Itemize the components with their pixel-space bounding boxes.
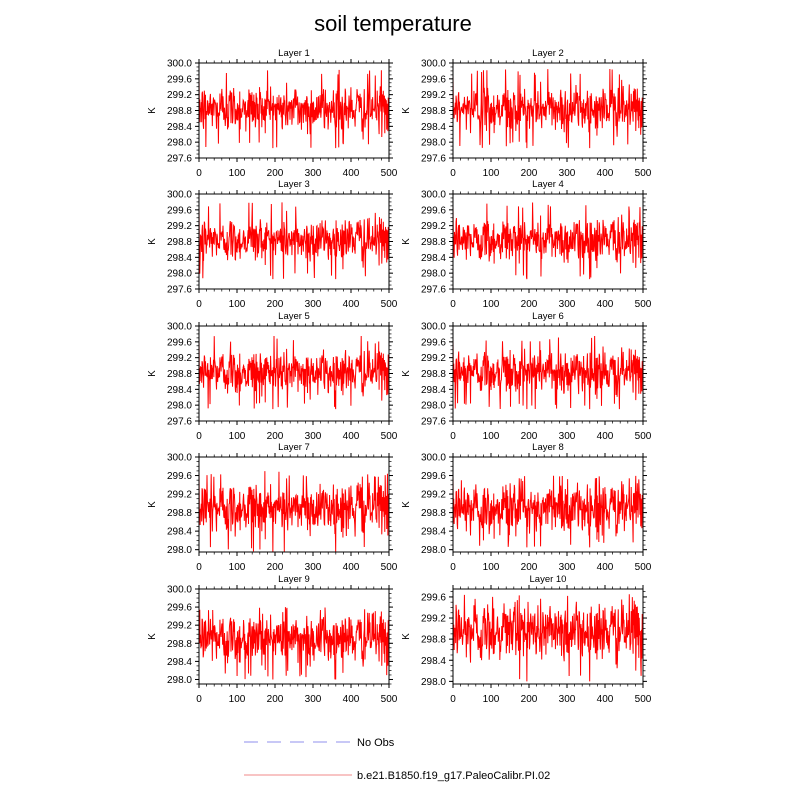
x-tick-label: 300: [304, 431, 322, 442]
series-line-layer-9: [199, 607, 389, 679]
y-tick-label: 298.0: [166, 268, 192, 280]
y-tick-label: 298.0: [166, 545, 192, 557]
y-tick-label: 297.6: [166, 153, 192, 165]
legend-label-2: b.e21.B1850.f19_g17.PaleoCalibr.PI.02: [357, 770, 551, 782]
y-tick-label: 298.0: [420, 268, 446, 280]
y-tick-label: 298.4: [420, 655, 446, 667]
x-tick-label: 200: [520, 431, 538, 442]
y-tick-label: 298.4: [420, 252, 446, 264]
y-tick-label: 299.6: [420, 74, 446, 86]
y-tick-label: 298.4: [166, 526, 192, 538]
y-tick-label: 299.2: [166, 620, 192, 632]
panel-layer-3: [147, 179, 398, 310]
y-tick-label: 299.6: [166, 471, 192, 483]
y-tick-label: 298.8: [166, 106, 192, 117]
y-tick-label: 297.6: [166, 284, 192, 296]
x-tick-label: 100: [228, 299, 246, 310]
y-tick-label: 297.6: [166, 416, 192, 428]
x-tick-label: 0: [450, 431, 456, 442]
y-tick-label: 298.4: [166, 252, 192, 264]
panel-title: Layer 7: [278, 442, 310, 453]
x-tick-label: 200: [520, 562, 538, 573]
panel-title: Layer 3: [278, 179, 310, 190]
y-tick-label: 298.8: [166, 638, 192, 650]
x-tick-label: 200: [266, 168, 284, 179]
panel-layer-6: [401, 311, 652, 442]
x-tick-label: 500: [380, 168, 398, 179]
panel-title: Layer 2: [532, 48, 564, 59]
x-tick-label: 400: [342, 431, 360, 442]
y-tick-label: 298.0: [166, 674, 192, 686]
y-tick-label: 297.6: [420, 416, 446, 428]
figure-title: soil temperature: [314, 11, 472, 36]
y-tick-label: 299.2: [420, 613, 446, 625]
y-tick-label: 298.8: [166, 369, 192, 380]
x-tick-label: 200: [520, 299, 538, 310]
panel-title: Layer 4: [532, 179, 564, 190]
x-tick-label: 0: [450, 168, 456, 179]
x-tick-label: 500: [380, 562, 398, 573]
panel-layer-1: [147, 48, 398, 179]
series-line-layer-1: [199, 70, 389, 148]
x-tick-label: 200: [266, 299, 284, 310]
panel-title: Layer 5: [278, 311, 310, 322]
panel-layer-4: [401, 179, 652, 310]
y-tick-label: 298.8: [420, 634, 446, 646]
x-tick-label: 200: [520, 694, 538, 705]
y-tick-label: 298.8: [420, 106, 446, 117]
y-tick-label: 298.8: [420, 369, 446, 380]
panel-layer-5: [147, 311, 398, 442]
y-tick-label: 299.2: [420, 489, 446, 501]
y-axis-label: K: [147, 370, 158, 377]
panel-layer-2: [401, 48, 652, 179]
x-tick-label: 500: [634, 562, 652, 573]
x-tick-label: 300: [558, 694, 576, 705]
y-tick-label: 299.6: [420, 337, 446, 349]
panel-title: Layer 6: [532, 311, 564, 322]
y-tick-label: 298.0: [420, 400, 446, 412]
legend: [244, 737, 550, 782]
x-tick-label: 400: [342, 562, 360, 573]
x-tick-label: 400: [342, 299, 360, 310]
x-tick-label: 100: [228, 694, 246, 705]
x-tick-label: 0: [196, 562, 202, 573]
x-tick-label: 500: [634, 168, 652, 179]
y-axis-label: K: [147, 633, 158, 640]
y-tick-label: 298.8: [420, 508, 446, 520]
y-tick-label: 300.0: [420, 58, 446, 70]
x-tick-label: 100: [482, 431, 500, 442]
x-tick-label: 400: [596, 562, 614, 573]
x-tick-label: 300: [304, 562, 322, 573]
panel-title: Layer 10: [529, 574, 567, 585]
x-tick-label: 0: [196, 299, 202, 310]
x-tick-label: 500: [634, 299, 652, 310]
x-tick-label: 400: [342, 168, 360, 179]
y-axis-label: K: [147, 501, 158, 508]
x-tick-label: 0: [450, 562, 456, 573]
panel-layer-9: [147, 574, 398, 705]
x-tick-label: 100: [482, 168, 500, 179]
panel-title: Layer 9: [278, 574, 310, 585]
series-line-layer-10: [453, 594, 643, 681]
y-tick-label: 299.6: [420, 471, 446, 483]
y-tick-label: 299.2: [420, 353, 446, 365]
panel-layer-7: [147, 442, 398, 573]
x-tick-label: 100: [228, 168, 246, 179]
y-tick-label: 298.0: [420, 137, 446, 149]
x-tick-label: 400: [342, 694, 360, 705]
x-tick-label: 400: [596, 431, 614, 442]
y-tick-label: 300.0: [420, 189, 446, 201]
x-tick-label: 0: [196, 694, 202, 705]
panel-title: Layer 1: [278, 48, 310, 59]
y-tick-label: 298.0: [166, 400, 192, 412]
x-tick-label: 200: [520, 168, 538, 179]
x-tick-label: 0: [450, 694, 456, 705]
y-tick-label: 300.0: [420, 321, 446, 333]
x-tick-label: 0: [196, 168, 202, 179]
y-tick-label: 298.8: [420, 237, 446, 248]
x-tick-label: 300: [558, 299, 576, 310]
x-tick-label: 0: [196, 431, 202, 442]
y-tick-label: 300.0: [166, 321, 192, 333]
x-tick-label: 500: [380, 694, 398, 705]
x-tick-label: 300: [304, 299, 322, 310]
y-tick-label: 300.0: [166, 452, 192, 464]
y-tick-label: 298.8: [166, 237, 192, 248]
panel-grid: [147, 48, 652, 705]
y-tick-label: 298.4: [166, 121, 192, 133]
y-tick-label: 298.4: [420, 526, 446, 538]
x-tick-label: 300: [558, 562, 576, 573]
x-tick-label: 500: [634, 694, 652, 705]
y-tick-label: 297.6: [420, 153, 446, 165]
x-tick-label: 100: [482, 562, 500, 573]
y-tick-label: 298.0: [420, 676, 446, 688]
series-line-layer-8: [453, 476, 643, 548]
y-axis-label: K: [401, 501, 412, 508]
y-tick-label: 299.6: [166, 74, 192, 86]
panel-layer-8: [401, 442, 652, 573]
x-tick-label: 500: [380, 431, 398, 442]
series-line-layer-6: [453, 336, 643, 409]
x-tick-label: 300: [558, 431, 576, 442]
legend-label-1: No Obs: [357, 737, 395, 749]
x-tick-label: 100: [482, 299, 500, 310]
y-tick-label: 299.2: [166, 353, 192, 365]
x-tick-label: 300: [304, 168, 322, 179]
series-line-layer-5: [199, 336, 389, 409]
series-line-layer-3: [199, 202, 389, 279]
x-tick-label: 500: [634, 431, 652, 442]
y-tick-label: 299.2: [166, 489, 192, 501]
y-tick-label: 298.4: [420, 384, 446, 396]
x-tick-label: 400: [596, 299, 614, 310]
y-axis-label: K: [401, 107, 412, 114]
y-tick-label: 298.4: [166, 656, 192, 668]
y-axis-label: K: [401, 633, 412, 640]
y-tick-label: 299.2: [420, 221, 446, 233]
x-tick-label: 500: [380, 299, 398, 310]
y-tick-label: 299.6: [420, 205, 446, 217]
x-tick-label: 200: [266, 431, 284, 442]
x-tick-label: 0: [450, 299, 456, 310]
y-tick-label: 299.2: [166, 221, 192, 233]
y-tick-label: 298.0: [420, 545, 446, 557]
x-tick-label: 400: [596, 168, 614, 179]
y-tick-label: 300.0: [420, 452, 446, 464]
x-tick-label: 200: [266, 694, 284, 705]
series-line-layer-2: [453, 69, 643, 148]
x-tick-label: 300: [304, 694, 322, 705]
series-line-layer-7: [199, 471, 389, 552]
y-tick-label: 299.2: [420, 90, 446, 102]
y-axis-label: K: [147, 238, 158, 245]
y-tick-label: 298.4: [166, 384, 192, 396]
x-tick-label: 100: [482, 694, 500, 705]
y-tick-label: 297.6: [420, 284, 446, 296]
y-tick-label: 298.4: [420, 121, 446, 133]
x-tick-label: 300: [558, 168, 576, 179]
x-tick-label: 400: [596, 694, 614, 705]
series-line-layer-4: [453, 202, 643, 279]
x-tick-label: 100: [228, 562, 246, 573]
y-tick-label: 300.0: [166, 58, 192, 70]
x-tick-label: 200: [266, 562, 284, 573]
panel-title: Layer 8: [532, 442, 564, 453]
y-tick-label: 299.2: [166, 90, 192, 102]
x-tick-label: 100: [228, 431, 246, 442]
y-axis-label: K: [401, 238, 412, 245]
y-tick-label: 298.0: [166, 137, 192, 149]
y-tick-label: 299.6: [166, 337, 192, 349]
y-tick-label: 299.6: [166, 602, 192, 614]
y-axis-label: K: [147, 107, 158, 114]
y-axis-label: K: [401, 370, 412, 377]
panel-layer-10: [401, 574, 652, 705]
y-tick-label: 300.0: [166, 584, 192, 596]
y-tick-label: 300.0: [166, 189, 192, 201]
y-tick-label: 299.6: [166, 205, 192, 217]
y-tick-label: 298.8: [166, 508, 192, 520]
y-tick-label: 299.6: [420, 592, 446, 604]
